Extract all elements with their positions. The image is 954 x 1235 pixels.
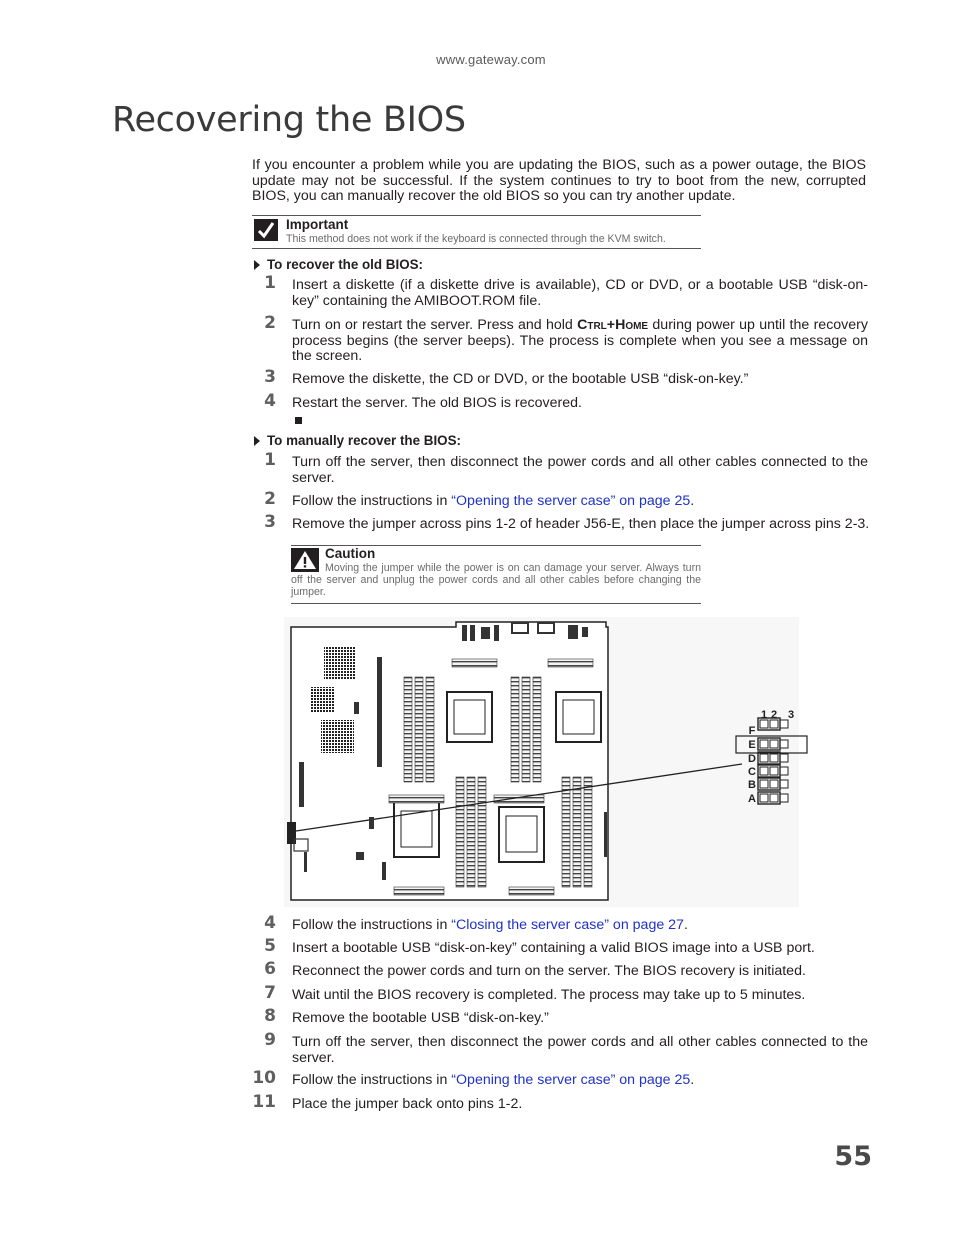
step-text-after: during power up until the recovery process begins (the server beeps). The process is complete when you see a message on the screen. xyxy=(292,317,868,364)
step-number: 10 xyxy=(252,1068,276,1088)
step-number: 1 xyxy=(264,450,276,470)
step-text: Wait until the BIOS recovery is completed. The process may take up to 5 minutes. xyxy=(292,987,806,1003)
key-plus: + xyxy=(606,317,616,333)
important-text: This method does not work if the keyboard is connected through the KVM switch. xyxy=(286,233,666,245)
step-text-after: . xyxy=(690,493,695,509)
step-number: 3 xyxy=(264,367,276,387)
procedure-heading-text: To recover the old BIOS: xyxy=(267,257,423,272)
motherboard-illustration xyxy=(284,617,814,907)
step-text: Remove the bootable USB “disk-on-key.” xyxy=(292,1010,549,1026)
step-text-after: . xyxy=(683,917,688,933)
step-number: 4 xyxy=(264,391,276,411)
step-number: 3 xyxy=(264,512,276,532)
step-number: 4 xyxy=(264,913,276,933)
step-text: Insert a diskette (if a diskette drive is available), CD or DVD, or a bootable USB “disk-on-key” containing the AMIBOOT.ROM file. xyxy=(292,277,868,309)
step-number: 2 xyxy=(264,313,276,333)
step-number: 5 xyxy=(264,936,276,956)
step-number: 1 xyxy=(264,273,276,293)
key-ctrl: Ctrl xyxy=(577,317,607,333)
procedure-heading-recover-old xyxy=(254,257,423,272)
step-number: 8 xyxy=(264,1006,276,1026)
link-opening-server-case[interactable]: “Opening the server case” on page 25 xyxy=(451,493,691,509)
step-text: Remove the diskette, the CD or DVD, or the bootable USB “disk-on-key.” xyxy=(292,371,749,387)
caution-note xyxy=(291,545,701,604)
step-text-after: . xyxy=(690,1072,695,1088)
procedure-heading-manual-recover xyxy=(254,433,461,448)
row-label: C xyxy=(748,766,756,778)
step-text: Place the jumper back onto pins 1-2. xyxy=(292,1096,523,1112)
checkmark-icon xyxy=(254,219,278,241)
step-text xyxy=(292,494,868,510)
link-closing-server-case[interactable]: “Closing the server case” on page 27 xyxy=(451,917,684,933)
step-text: Remove the jumper across pins 1-2 of header J56-E, then place the jumper across pins 2-3. xyxy=(292,516,870,532)
step-number: 11 xyxy=(252,1092,276,1112)
row-label: E xyxy=(748,739,756,751)
important-note xyxy=(252,215,701,249)
site-url[interactable]: www.gateway.com xyxy=(436,52,546,67)
arrow-bullet-icon xyxy=(254,436,260,446)
row-label: F xyxy=(748,725,756,737)
row-label: A xyxy=(748,793,756,805)
caution-title: Caution xyxy=(325,546,376,561)
step-number: 7 xyxy=(264,983,276,1003)
motherboard-diagram xyxy=(284,617,814,912)
step-number: 6 xyxy=(264,959,276,979)
intro-paragraph: If you encounter a problem while you are updating the BIOS, such as a power outage, the BIOS update may not be successful. If the system continues to try to boot from the new, corrupted BIOS, you can manually recover the old BIOS so you can try another update. xyxy=(252,157,866,204)
step-text: Restart the server. The old BIOS is recovered. xyxy=(292,395,582,411)
step-text xyxy=(292,1073,868,1089)
step-text xyxy=(292,918,868,934)
step-text: Turn off the server, then disconnect the power cords and all other cables connected to the server. xyxy=(292,1034,868,1066)
end-of-procedure-icon xyxy=(295,417,302,424)
link-opening-server-case[interactable]: “Opening the server case” on page 25 xyxy=(451,1072,691,1088)
key-home: Home xyxy=(615,317,649,333)
caution-text: Moving the jumper while the power is on can damage your server. Always turn off the server and unplug the power cords and all other cables before changing the jumper. xyxy=(291,562,701,598)
step-text-before: Follow the instructions in xyxy=(292,493,452,509)
step-text: Turn off the server, then disconnect the power cords and all other cables connected to the server. xyxy=(292,454,868,486)
important-title: Important xyxy=(286,217,349,232)
step-text: Reconnect the power cords and turn on the server. The BIOS recovery is initiated. xyxy=(292,963,806,979)
step-text xyxy=(292,318,868,365)
arrow-bullet-icon xyxy=(254,260,260,270)
step-text-before: Turn on or restart the server. Press and hold xyxy=(292,317,578,333)
step-text: Insert a bootable USB “disk-on-key” containing a valid BIOS image into a USB port. xyxy=(292,940,815,956)
step-text-before: Follow the instructions in xyxy=(292,1072,452,1088)
step-number: 9 xyxy=(264,1030,276,1050)
pin-label: 1 xyxy=(760,709,768,721)
pin-label: 2 xyxy=(770,709,778,721)
page-title: Recovering the BIOS xyxy=(112,100,466,140)
row-label: D xyxy=(748,753,756,765)
step-text-before: Follow the instructions in xyxy=(292,917,452,933)
row-label: B xyxy=(748,779,756,791)
step-number: 2 xyxy=(264,489,276,509)
page-number: 55 xyxy=(834,1141,872,1172)
procedure-heading-text: To manually recover the BIOS: xyxy=(267,433,461,448)
pin-label: 3 xyxy=(787,709,795,721)
